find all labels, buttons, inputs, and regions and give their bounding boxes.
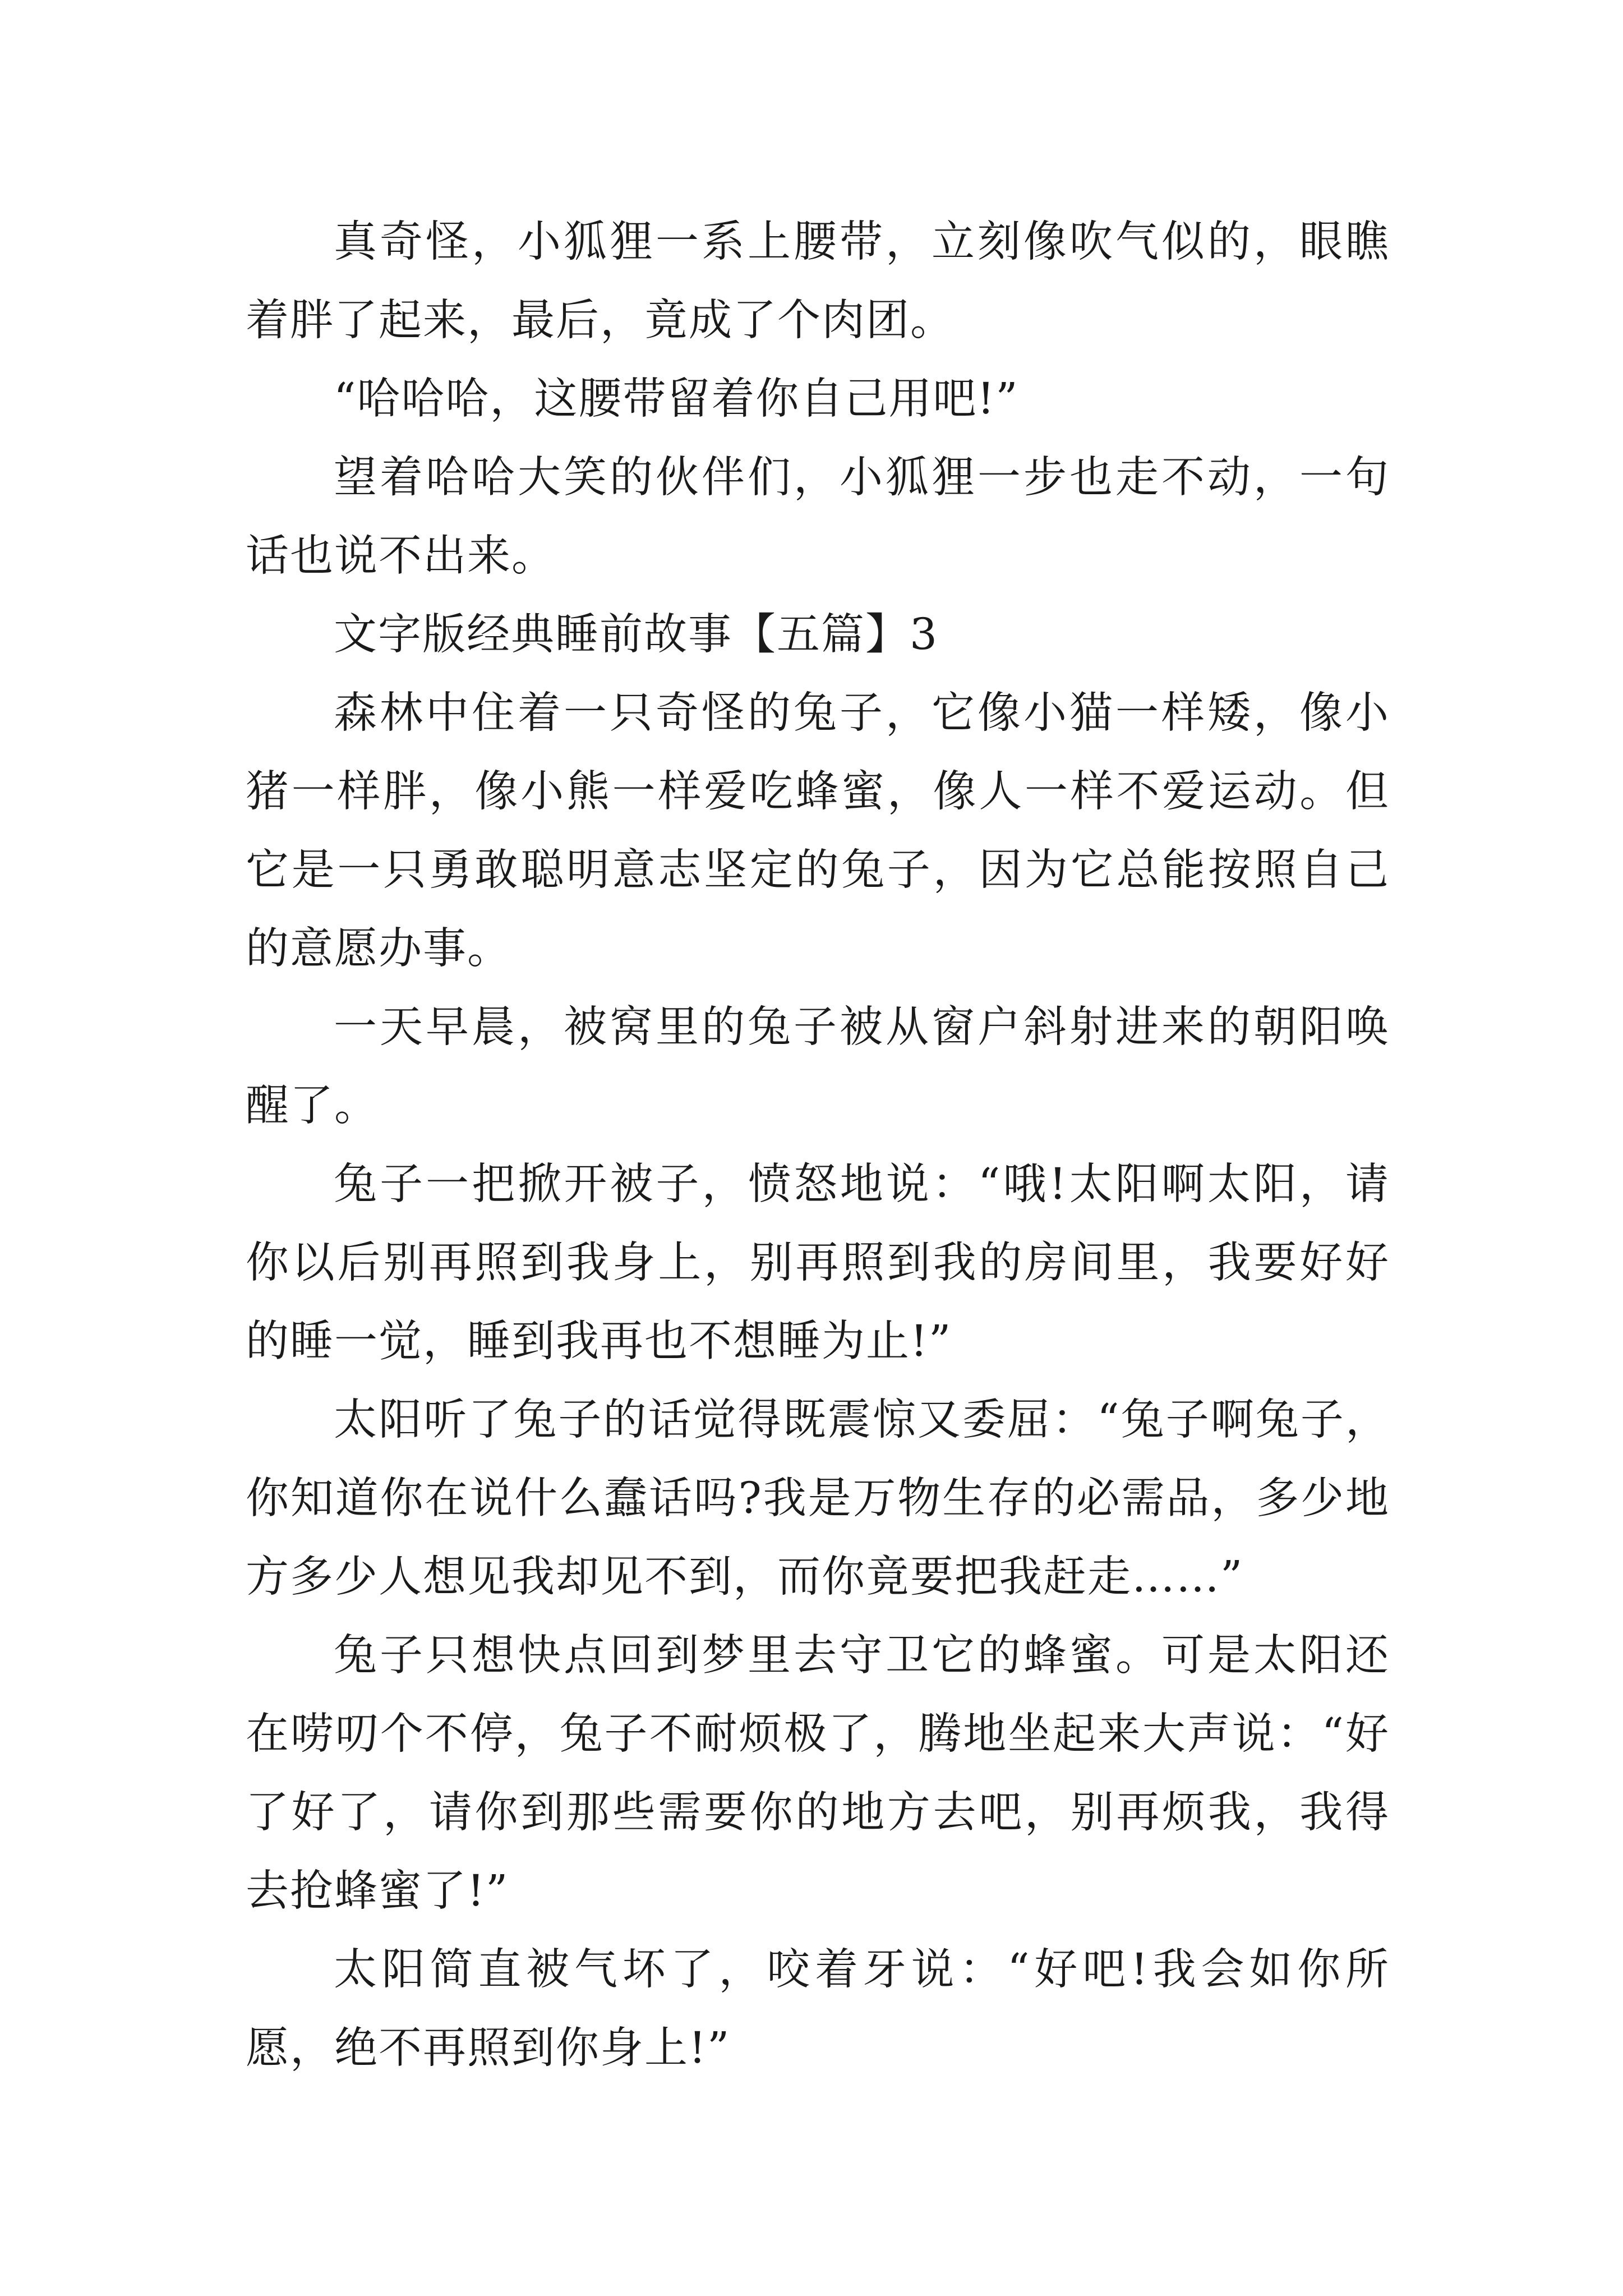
paragraph-rabbit-intro: 森林中住着一只奇怪的兔子，它像小猫一样矮，像小猪一样胖，像小熊一样爱吃蜂蜜，像人一样不爱运动。但它是一只勇敢聪明意志坚定的兔子，因为它总能按照自己的意愿办事。: [246, 688, 1390, 974]
paragraph-sun-reply: 太阳听了兔子的话觉得既震惊又委屈：“兔子啊兔子，你知道你在说什么蠢话吗?我是万物生存的必需品，多少地方多少人想见我却见不到，而你竟要把我赶走……”: [246, 1395, 1390, 1602]
paragraph-morning-wake: 一天早晨，被窝里的兔子被从窗户斜射进来的朝阳唤醒了。: [246, 1002, 1390, 1131]
document-body: [246, 203, 1390, 2088]
paragraph-fox-belt: 真奇怪，小狐狸一系上腰带，立刻像吹气似的，眼瞧着胖了起来，最后，竟成了个肉团。: [246, 217, 1390, 346]
paragraph-rabbit-impatient: 兔子只想快点回到梦里去守卫它的蜂蜜。可是太阳还在唠叨个不停，兔子不耐烦极了，腾地坐起来大声说：“好了好了，请你到那些需要你的地方去吧，别再烦我，我得去抢蜂蜜了!”: [246, 1631, 1390, 1916]
paragraph-rabbit-angry: 兔子一把掀开被子，愤怒地说：“哦!太阳啊太阳，请你以后别再照到我身上，别再照到我的房间里，我要好好的睡一觉，睡到我再也不想睡为止!”: [246, 1159, 1390, 1366]
paragraph-fox-stuck: 望着哈哈大笑的伙伴们，小狐狸一步也走不动，一句话也说不出来。: [246, 453, 1390, 581]
paragraph-sun-promise: 太阳简直被气坏了，咬着牙说：“好吧!我会如你所愿，绝不再照到你身上!”: [246, 1945, 1390, 2073]
paragraph-laughter-quote: “哈哈哈，这腰带留着你自己用吧!”: [334, 374, 1019, 424]
section-heading: 文字版经典睡前故事【五篇】3: [334, 610, 938, 660]
